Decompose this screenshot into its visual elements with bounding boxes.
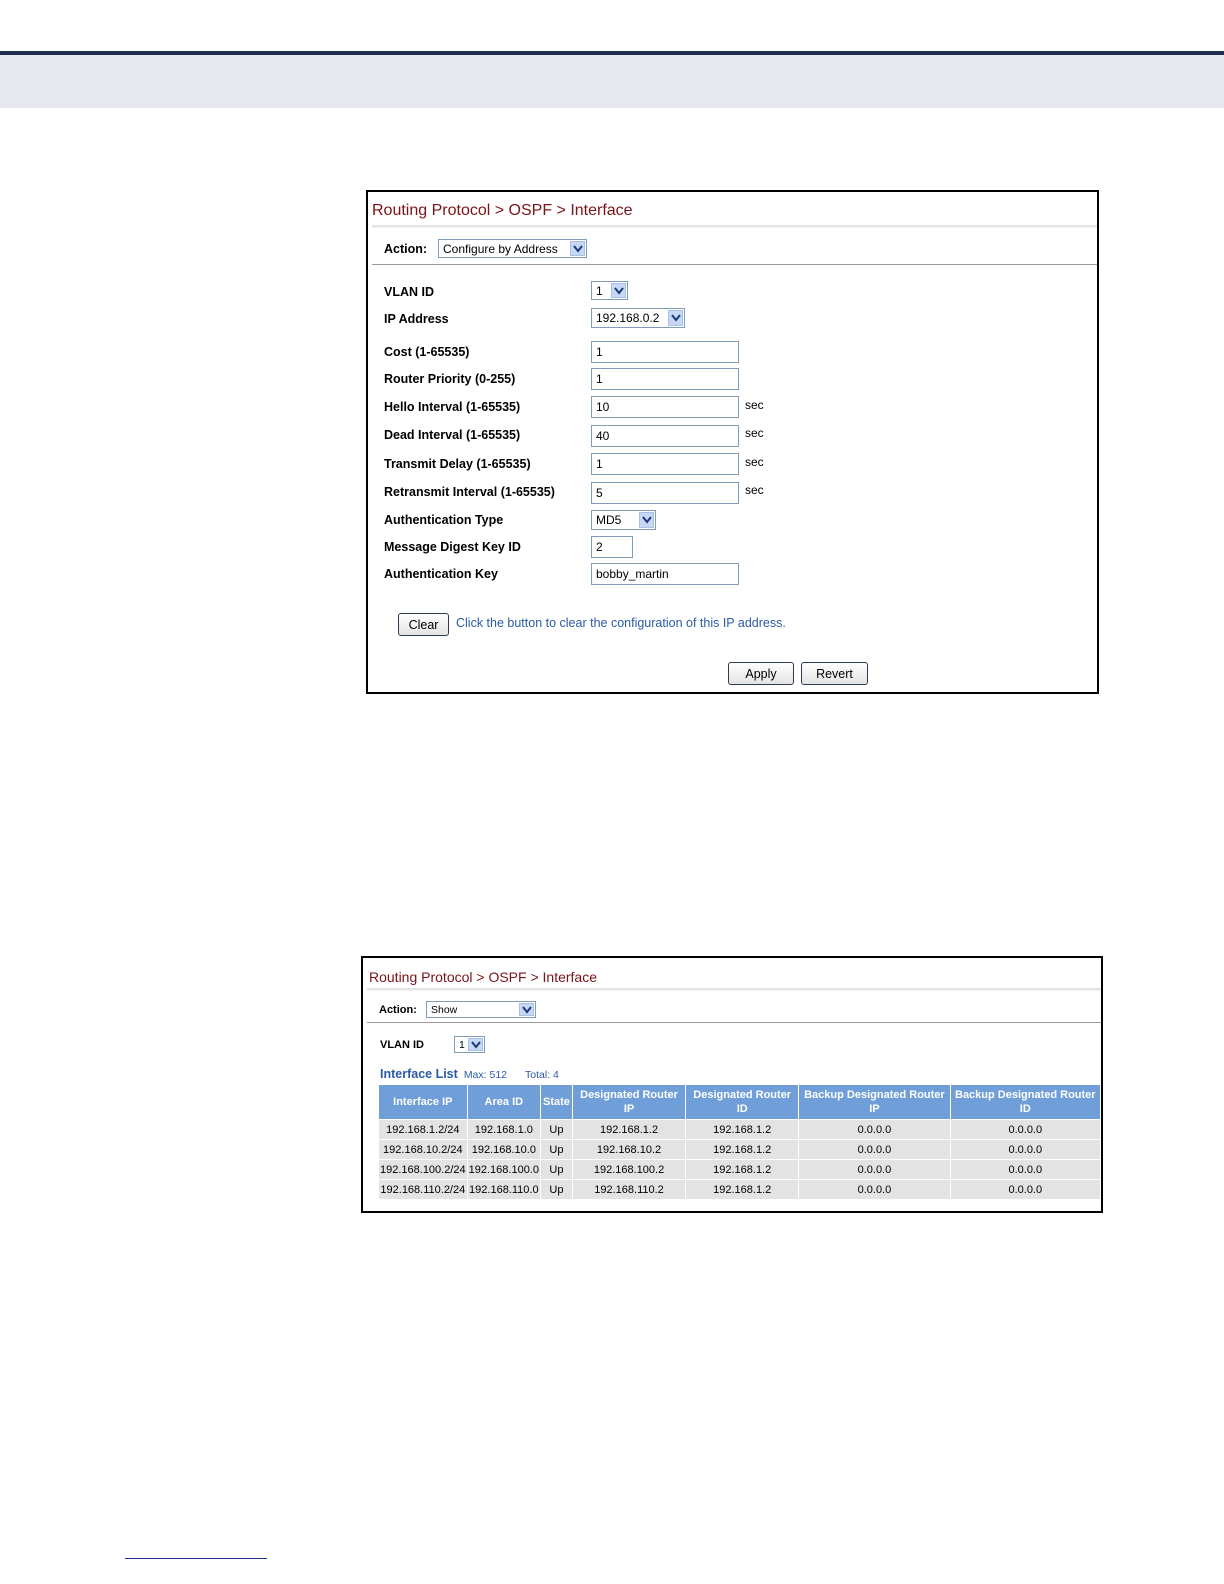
vlan-id-value: 1 xyxy=(596,283,603,298)
transmit-unit: sec xyxy=(745,455,764,469)
total-count: Total: 4 xyxy=(525,1069,559,1081)
cell-dr-id: 192.168.1.2 xyxy=(686,1160,799,1180)
vlan-id-label: VLAN ID xyxy=(384,285,434,299)
message-digest-key-id-input[interactable] xyxy=(591,536,633,558)
max-count: Max: 512 xyxy=(463,1069,508,1081)
action-select[interactable] xyxy=(426,1001,536,1018)
ospf-interface-list-panel xyxy=(361,956,1103,1213)
column-header-area-id[interactable]: Area ID xyxy=(467,1085,540,1120)
action-label: Action: xyxy=(384,242,428,256)
authentication-key-input[interactable] xyxy=(591,563,739,585)
cell-bdr-id: 0.0.0.0 xyxy=(950,1120,1100,1140)
dead-interval-value: 40 xyxy=(596,429,610,443)
action-select-value: Show xyxy=(431,1003,458,1016)
footer-rule xyxy=(125,1558,267,1559)
apply-button-label: Apply xyxy=(745,666,777,681)
ospf-interface-config-panel xyxy=(366,190,1099,694)
transmit-delay-input[interactable] xyxy=(591,453,739,475)
action-select-value: Configure by Address xyxy=(443,241,558,256)
ip-address-label: IP Address xyxy=(384,312,449,326)
chevron-down-icon[interactable] xyxy=(668,310,683,326)
hello-interval-value: 10 xyxy=(596,400,610,414)
cell-area-id: 192.168.100.0 xyxy=(467,1160,540,1180)
ip-address-value: 192.168.0.2 xyxy=(596,311,660,325)
router-priority-label: Router Priority (0-255) xyxy=(384,372,516,386)
revert-button-label: Revert xyxy=(816,666,853,681)
hello-unit: sec xyxy=(745,398,764,412)
authentication-type-select[interactable] xyxy=(591,510,656,530)
retransmit-unit: sec xyxy=(745,483,764,497)
cell-dr-id: 192.168.1.2 xyxy=(686,1120,799,1140)
authentication-type-label: Authentication Type xyxy=(384,513,504,527)
cell-state: Up xyxy=(541,1180,573,1200)
interface-list-title: Interface List xyxy=(380,1067,458,1081)
cell-interface-ip: 192.168.100.2/24 xyxy=(379,1160,468,1180)
cell-dr-id: 192.168.1.2 xyxy=(686,1140,799,1160)
vlan-id-value: 1 xyxy=(459,1038,465,1051)
interface-table xyxy=(378,1084,1101,1200)
cell-bdr-ip: 0.0.0.0 xyxy=(799,1160,950,1180)
divider xyxy=(367,1022,1101,1023)
cell-bdr-id: 0.0.0.0 xyxy=(950,1180,1100,1200)
retransmit-interval-input[interactable] xyxy=(591,482,739,504)
hello-interval-label: Hello Interval (1-65535) xyxy=(384,400,521,414)
column-header-bdr-id[interactable]: Backup Designated Router ID xyxy=(950,1085,1100,1120)
transmit-delay-value: 1 xyxy=(596,457,603,471)
column-header-state[interactable]: State xyxy=(541,1085,573,1120)
column-header-dr-id[interactable]: Designated Router ID xyxy=(686,1085,799,1120)
divider xyxy=(367,988,1101,991)
divider xyxy=(372,225,1097,228)
chevron-down-icon[interactable] xyxy=(519,1003,534,1016)
cell-bdr-ip: 0.0.0.0 xyxy=(799,1140,950,1160)
table-row xyxy=(379,1120,1101,1140)
cell-state: Up xyxy=(541,1120,573,1140)
vlan-id-select[interactable] xyxy=(454,1036,485,1053)
action-select[interactable] xyxy=(438,239,587,258)
cell-bdr-ip: 0.0.0.0 xyxy=(799,1180,950,1200)
cell-bdr-id: 0.0.0.0 xyxy=(950,1160,1100,1180)
cost-value: 1 xyxy=(596,345,603,359)
column-header-dr-ip[interactable]: Designated Router IP xyxy=(572,1085,685,1120)
divider xyxy=(372,264,1097,265)
cell-state: Up xyxy=(541,1160,573,1180)
dead-interval-label: Dead Interval (1-65535) xyxy=(384,428,521,442)
authentication-key-label: Authentication Key xyxy=(384,567,498,581)
clear-hint-text: Click the button to clear the configuration of this IP address. xyxy=(456,616,786,630)
cell-interface-ip: 192.168.110.2/24 xyxy=(379,1180,468,1200)
cell-dr-ip: 192.168.110.2 xyxy=(572,1180,685,1200)
cell-dr-id: 192.168.1.2 xyxy=(686,1180,799,1200)
authentication-key-value: bobby_martin xyxy=(596,567,669,581)
column-header-bdr-ip[interactable]: Backup Designated Router IP xyxy=(799,1085,950,1120)
message-digest-key-id-value: 2 xyxy=(596,540,603,554)
chevron-down-icon[interactable] xyxy=(468,1038,483,1051)
vlan-id-select[interactable] xyxy=(591,281,628,300)
apply-button[interactable] xyxy=(728,662,794,685)
cell-interface-ip: 192.168.10.2/24 xyxy=(379,1140,468,1160)
hello-interval-input[interactable] xyxy=(591,396,739,418)
cell-dr-ip: 192.168.1.2 xyxy=(572,1120,685,1140)
column-header-interface-ip[interactable]: Interface IP xyxy=(379,1085,468,1120)
dead-interval-input[interactable] xyxy=(591,425,739,447)
page-title: Routing Protocol > OSPF > Interface xyxy=(369,969,598,985)
table-row xyxy=(379,1180,1101,1200)
cell-area-id: 192.168.10.0 xyxy=(467,1140,540,1160)
table-row xyxy=(379,1140,1101,1160)
chevron-down-icon[interactable] xyxy=(639,512,654,528)
chevron-down-icon[interactable] xyxy=(611,283,626,298)
table-header-row xyxy=(379,1085,1101,1120)
router-priority-input[interactable] xyxy=(591,368,739,390)
cell-bdr-ip: 0.0.0.0 xyxy=(799,1120,950,1140)
table-row xyxy=(379,1160,1101,1180)
clear-button[interactable] xyxy=(398,613,449,636)
action-label: Action: xyxy=(379,1004,417,1016)
cell-interface-ip: 192.168.1.2/24 xyxy=(379,1120,468,1140)
message-digest-key-id-label: Message Digest Key ID xyxy=(384,540,521,554)
dead-unit: sec xyxy=(745,426,764,440)
cost-input[interactable] xyxy=(591,341,739,363)
revert-button[interactable] xyxy=(801,662,868,685)
vlan-id-label: VLAN ID xyxy=(380,1039,424,1051)
retransmit-interval-value: 5 xyxy=(596,486,603,500)
header-band xyxy=(0,55,1224,108)
cell-area-id: 192.168.1.0 xyxy=(467,1120,540,1140)
cell-state: Up xyxy=(541,1140,573,1160)
retransmit-interval-label: Retransmit Interval (1-65535) xyxy=(384,485,555,499)
cell-bdr-id: 0.0.0.0 xyxy=(950,1140,1100,1160)
transmit-delay-label: Transmit Delay (1-65535) xyxy=(384,457,531,471)
cell-dr-ip: 192.168.100.2 xyxy=(572,1160,685,1180)
router-priority-value: 1 xyxy=(596,372,603,386)
clear-button-label: Clear xyxy=(408,617,439,632)
chevron-down-icon[interactable] xyxy=(570,241,585,256)
cost-label: Cost (1-65535) xyxy=(384,345,470,359)
interface-list-header xyxy=(380,1065,559,1083)
authentication-type-value: MD5 xyxy=(596,513,622,527)
page-title: Routing Protocol > OSPF > Interface xyxy=(372,202,633,219)
cell-area-id: 192.168.110.0 xyxy=(467,1180,540,1200)
cell-dr-ip: 192.168.10.2 xyxy=(572,1140,685,1160)
ip-address-select[interactable] xyxy=(591,308,685,328)
